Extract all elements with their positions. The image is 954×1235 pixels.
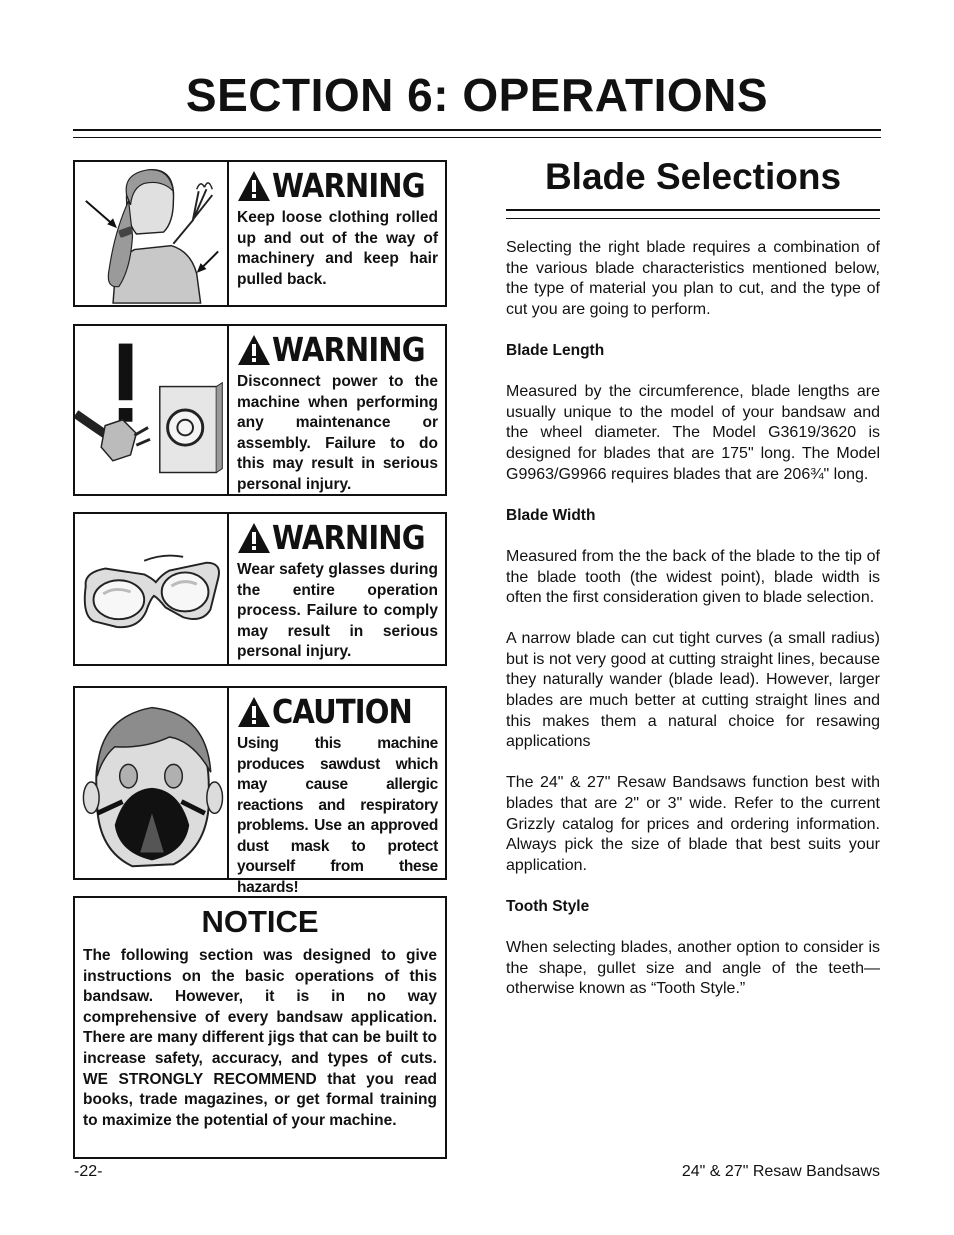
- article-title: Blade Selections: [544, 156, 842, 197]
- page-title: SECTION 6: OPERATIONS: [185, 69, 769, 121]
- title-rule-thick: [73, 129, 881, 131]
- notice-box: [73, 896, 447, 1159]
- warning-triangle-icon: [237, 333, 271, 367]
- page-number: -22-: [74, 1163, 103, 1180]
- warning-triangle-icon: [237, 169, 271, 203]
- warning-label: WARNING: [272, 166, 425, 205]
- dust-mask-face-icon: [75, 688, 229, 878]
- warning-panel-power: [73, 324, 447, 496]
- warning-text: Wear safety glasses during the entire operation process. Failure to comply may result in serious personal injury.: [237, 561, 438, 660]
- article-rule-thick: [506, 209, 880, 211]
- narrow-blade-paragraph: A narrow blade can cut tight curves (a small radius) but is not very good at cutting straight lines, because they naturally wander (blade lead). However, larger blades are much better at cutting straight lines and this makes them a natural choice for resawing applications: [506, 630, 880, 751]
- safety-glasses-icon: [75, 514, 229, 664]
- tooth-style-paragraph: When selecting blades, another option to consider is the shape, gullet size and angle of the teeth—otherwise known as “Tooth Style.”: [506, 939, 880, 998]
- notice-text: The following section was designed to give instructions on the basic operations of this bandsaw. However, it is in no way comprehensive of every bandsaw application. There are many different jigs that can be built to increase safety, accuracy, and types of cuts. WE STRONGLY RECOMMEND that you read books, trade magazines, or get formal training to maximize the potential of your machine.: [83, 947, 437, 1129]
- intro-paragraph: Selecting the right blade requires a combination of the various blade characteristics mentioned below, the type of material you plan to cut, and the type of cut you are going to perform.: [506, 239, 880, 318]
- blade-length-paragraph: Measured by the circumference, blade lengths are usually unique to the model of your bandsaw and the wheel diameter. The Model G3619/3620 is designed for blades that are 175" long. The Model G9963/G9966 requires blades that are 206¾" long.: [506, 383, 880, 483]
- caution-header: [237, 692, 438, 732]
- unplugged-power-cord-icon: [75, 326, 229, 494]
- blade-length-heading: Blade Length: [506, 341, 605, 359]
- resaw-paragraph: The 24" & 27" Resaw Bandsaws function best with blades that are 2" or 3" wide. Refer to the current Grizzly catalog for prices and ordering information. Always pick the size of blade that best suits your application.: [506, 774, 880, 874]
- warning-header: [237, 166, 438, 206]
- footer-product-name: 24" & 27" Resaw Bandsaws: [681, 1163, 880, 1180]
- caution-text: Using this machine produces sawdust which may cause allergic reactions and respiratory problems. Use an approved dust mask to protect yourself from these hazards!: [237, 735, 438, 896]
- warning-label: WARNING: [272, 518, 425, 557]
- blade-width-heading: Blade Width: [506, 506, 596, 524]
- warning-text: Disconnect power to the machine when performing any maintenance or assembly. Failure to do this may result in serious personal injury.: [237, 373, 438, 493]
- tooth-style-heading: Tooth Style: [506, 898, 590, 915]
- warning-header: [237, 330, 438, 370]
- warning-header: [237, 518, 438, 558]
- person-with-long-hair-icon: [75, 162, 229, 305]
- warning-label: WARNING: [272, 330, 425, 369]
- caution-label: CAUTION: [272, 692, 412, 731]
- caution-triangle-icon: [237, 695, 271, 729]
- warning-triangle-icon: [237, 521, 271, 555]
- article-rule-thin: [506, 218, 880, 219]
- blade-width-paragraph: Measured from the the back of the blade to the tip of the blade tooth (the widest point), blade width is often the first consideration given to blade selection.: [506, 547, 880, 607]
- article-body: [506, 238, 880, 1021]
- warning-text: Keep loose clothing rolled up and out of the way of machinery and keep hair pulled back.: [237, 209, 438, 288]
- warning-panel-clothing: [73, 160, 447, 307]
- caution-panel-dust: [73, 686, 447, 896]
- warning-panel-glasses: [73, 512, 447, 666]
- title-rule-thin: [73, 137, 881, 138]
- notice-title: NOTICE: [201, 904, 319, 939]
